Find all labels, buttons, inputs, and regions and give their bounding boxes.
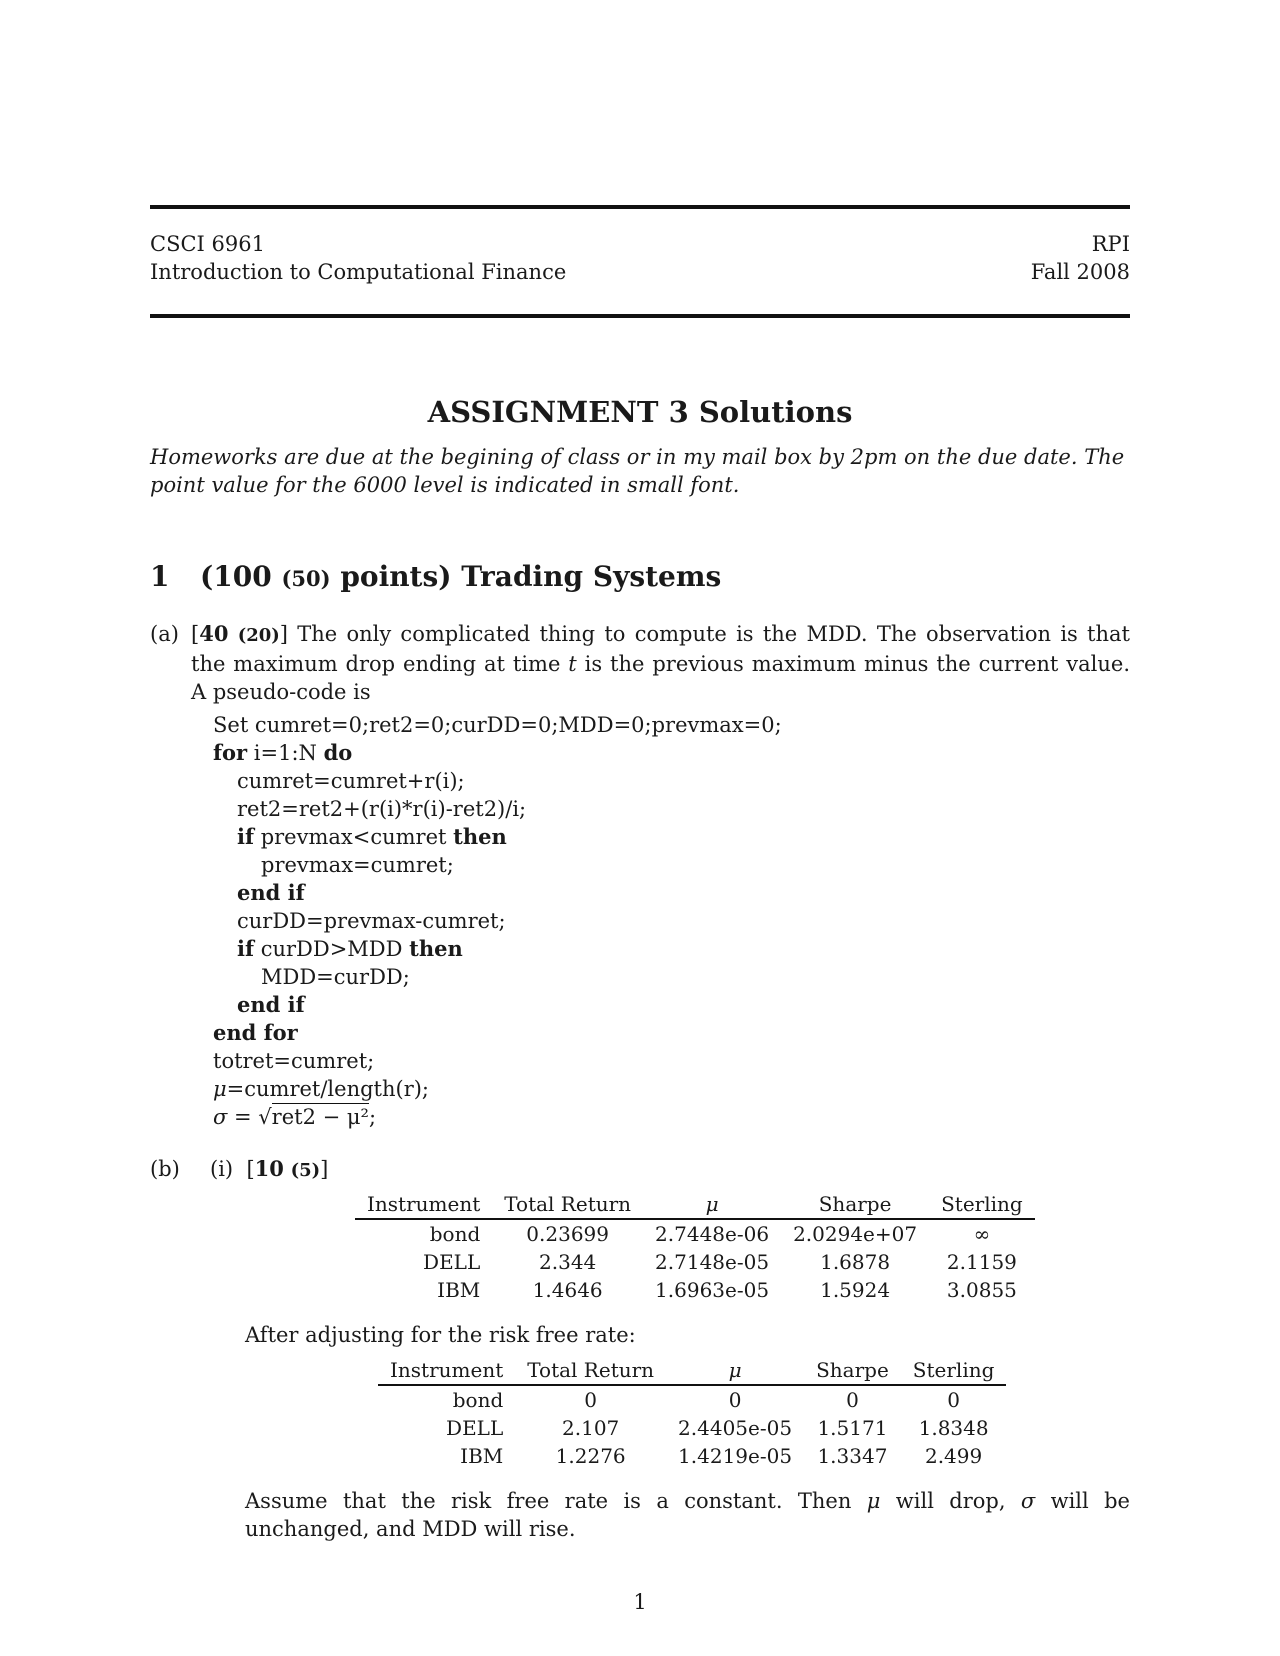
table-cell: 2.344: [539, 1250, 597, 1274]
section-heading: [150, 560, 721, 593]
adjusted-results-table: [378, 1356, 1006, 1470]
table-cell: 1.3347: [817, 1444, 888, 1468]
keyword-then: then: [409, 936, 463, 961]
points-main: 10: [254, 1156, 284, 1181]
header-top-rule: [150, 205, 1130, 209]
term: Fall 2008: [1030, 260, 1130, 284]
part-a-text: [191, 620, 1130, 706]
code-text: curDD>MDD: [254, 937, 410, 961]
code-line: Set cumret=0;ret2=0;curDD=0;MDD=0;prevmax=0;: [213, 713, 782, 737]
sub-label: (i): [210, 1157, 234, 1181]
table-header: Instrument: [378, 1356, 515, 1385]
code-line: prevmax=cumret;: [261, 853, 454, 877]
conclusion-part: will be unchanged, and MDD will rise.: [245, 1489, 1130, 1541]
code-line: curDD=prevmax-cumret;: [237, 909, 506, 933]
points-bracket-close: ]: [279, 622, 288, 646]
table-cell: 2.1159: [946, 1250, 1017, 1274]
table-cell: 1.8348: [918, 1416, 989, 1440]
code-line: end if: [237, 880, 305, 905]
table-cell: 3.0855: [946, 1278, 1017, 1302]
code-line: [213, 739, 782, 767]
code-line: [213, 823, 782, 851]
table-cell: DELL: [423, 1250, 481, 1274]
section-small-points: (50): [281, 566, 331, 591]
code-line: cumret=cumret+r(i);: [237, 769, 465, 793]
part-b-sub: [210, 1155, 328, 1185]
table-cell: 1.5924: [820, 1278, 891, 1302]
code-line: totret=cumret;: [213, 1049, 375, 1073]
results-table: [355, 1190, 1035, 1304]
section-title-rest: points) Trading Systems: [340, 560, 722, 593]
table-header: Sharpe: [781, 1190, 929, 1219]
course-title: Introduction to Computational Finance: [150, 260, 567, 284]
code-line: [213, 935, 782, 963]
table-cell: 1.6963e-05: [655, 1278, 770, 1302]
adjust-text: After adjusting for the risk free rate:: [245, 1323, 636, 1347]
points-bracket-open: [: [191, 622, 200, 646]
school-block: [1031, 230, 1130, 286]
conclusion-part: will drop,: [880, 1489, 1021, 1513]
points-main: 40: [199, 621, 229, 646]
table-cell: 2.7448e-06: [655, 1222, 770, 1246]
table-header: Total Return: [515, 1356, 666, 1385]
intro-text: Homeworks are due at the begining of class or in my mail box by 2pm on the due date. The point value for the 6000 level is indicated in small font.: [150, 445, 1125, 497]
section-points-open: (100: [200, 560, 272, 593]
table-row: [355, 1248, 1035, 1276]
points-bracket-open: [: [246, 1157, 255, 1181]
keyword-do: do: [323, 740, 353, 765]
part-a-label: (a): [150, 622, 179, 646]
table-header: μ: [643, 1190, 781, 1219]
keyword-if: if: [237, 936, 255, 961]
table-cell: ∞: [973, 1222, 991, 1246]
sigma-lhs: σ =: [213, 1105, 259, 1129]
table-header: Sterling: [929, 1190, 1035, 1219]
table-cell: 2.4405e-05: [678, 1416, 793, 1440]
part-a-text-2: is the previous maximum minus the current value. A pseudo-code is: [191, 652, 1131, 704]
points-small: (5): [290, 1160, 321, 1181]
table-cell: IBM: [437, 1278, 481, 1302]
table-cell: bond: [429, 1222, 481, 1246]
part-b-label: (b): [150, 1157, 180, 1181]
part-b: [150, 1155, 329, 1183]
keyword-for: for: [213, 740, 248, 765]
table-header: Instrument: [355, 1190, 492, 1219]
code-line: [213, 1103, 782, 1131]
table-cell: 0: [728, 1388, 742, 1412]
table-cell: DELL: [446, 1416, 504, 1440]
course-block: [150, 230, 566, 286]
code-text: i=1:N: [247, 741, 324, 765]
code-text: =cumret/length(r);: [226, 1077, 430, 1101]
table-cell: 1.5171: [817, 1416, 888, 1440]
symbol-mu: μ: [866, 1489, 881, 1513]
table-row: [355, 1276, 1035, 1304]
school-name: RPI: [1091, 232, 1130, 256]
keyword-then: then: [453, 824, 507, 849]
table-header: μ: [666, 1356, 804, 1385]
table-cell: 2.7148e-05: [655, 1250, 770, 1274]
table-cell: 2.0294e+07: [793, 1222, 918, 1246]
table-row: [355, 1219, 1035, 1248]
table-cell: 0: [947, 1388, 960, 1412]
code-line: [213, 1075, 782, 1103]
section-number: 1: [150, 560, 170, 593]
table-cell: IBM: [460, 1444, 504, 1468]
part-a: [150, 620, 1130, 706]
keyword-if: if: [237, 824, 255, 849]
table-row: [378, 1385, 1006, 1414]
code-line: end if: [237, 992, 305, 1017]
header-bottom-rule: [150, 314, 1130, 318]
table-header: Sharpe: [804, 1356, 901, 1385]
sqrt-radicand: ret2 − μ²: [271, 1105, 369, 1129]
course-code: CSCI 6961: [150, 232, 265, 256]
table-row: [378, 1414, 1006, 1442]
sqrt-symbol: √: [258, 1105, 272, 1129]
page-title: ASSIGNMENT 3 Solutions: [427, 395, 853, 429]
conclusion-part: Assume that the risk free rate is a constant. Then: [245, 1489, 867, 1513]
code-line: MDD=curDD;: [261, 965, 410, 989]
table-cell: bond: [452, 1388, 504, 1412]
table-cell: 1.4646: [532, 1278, 603, 1302]
table-cell: 1.2276: [555, 1444, 626, 1468]
conclusion-text: [245, 1487, 1130, 1543]
part-a-text-1: The only complicated thing to compute is the MDD. The observation is that the maximum drop ending at time: [191, 622, 1130, 676]
page-number: 1: [633, 1590, 647, 1614]
table-header: Sterling: [901, 1356, 1007, 1385]
var-t: t: [568, 652, 577, 676]
code-line: ret2=ret2+(r(i)*r(i)-ret2)/i;: [237, 797, 527, 821]
symbol-mu: μ: [213, 1077, 227, 1101]
pseudocode-block: [213, 711, 782, 1131]
table-cell: 0: [584, 1388, 598, 1412]
table-row: [378, 1442, 1006, 1470]
code-text: ;: [368, 1105, 377, 1129]
table-header: Total Return: [492, 1190, 643, 1219]
code-line: end for: [213, 1020, 298, 1045]
points-small: (20): [237, 625, 280, 646]
symbol-sigma: σ: [1020, 1489, 1036, 1513]
table-cell: 0: [846, 1388, 859, 1412]
table-cell: 2.499: [924, 1444, 983, 1468]
code-text: prevmax<cumret: [254, 825, 454, 849]
table-cell: 0.23699: [526, 1222, 609, 1246]
points-bracket-close: ]: [320, 1157, 329, 1181]
table-cell: 2.107: [562, 1416, 620, 1440]
table-cell: 1.4219e-05: [678, 1444, 793, 1468]
table-cell: 1.6878: [820, 1250, 891, 1274]
